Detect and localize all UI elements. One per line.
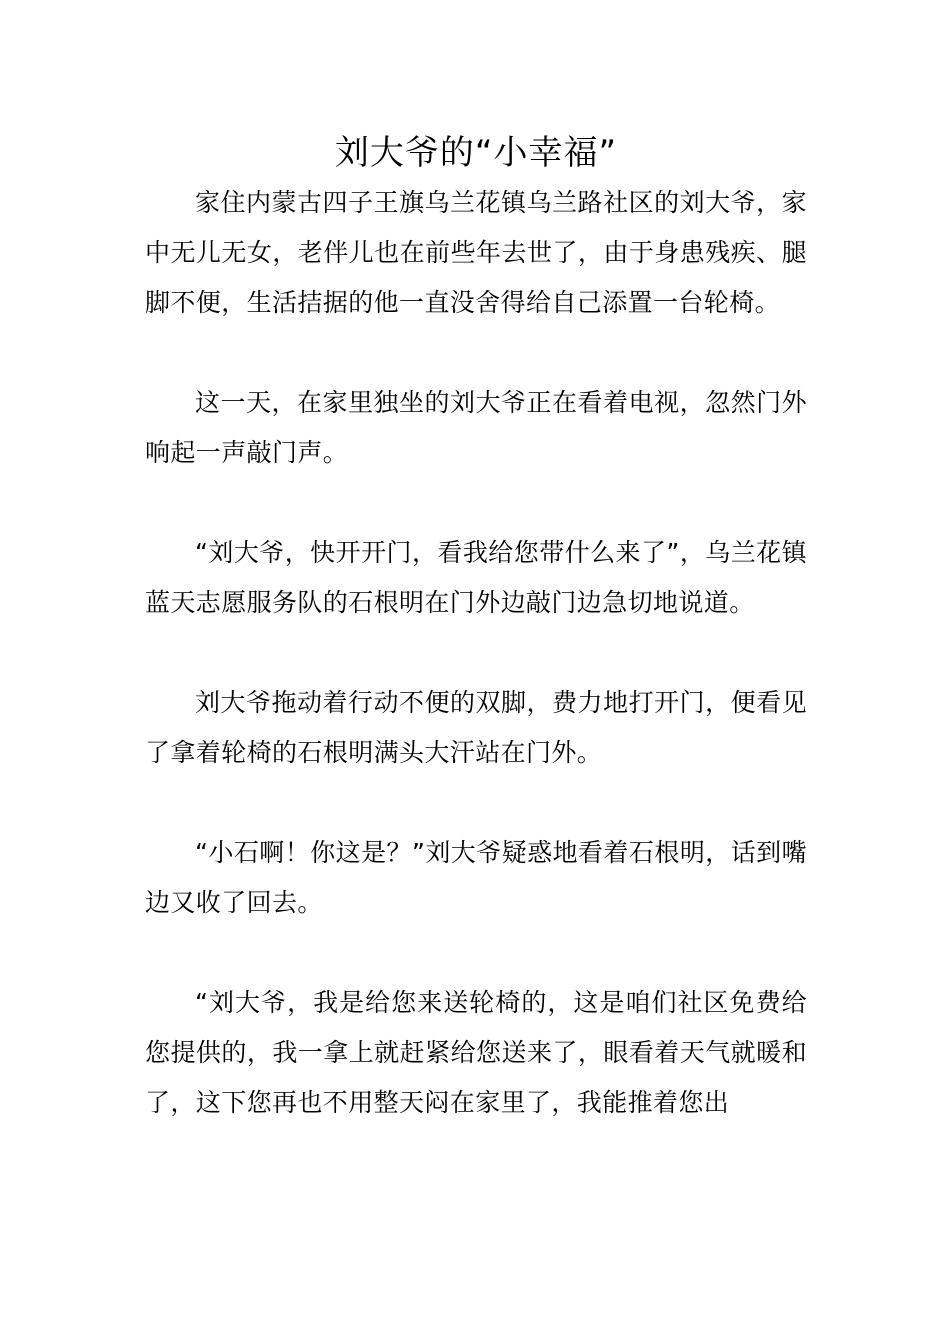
paragraph-gap: [145, 628, 807, 678]
document-page: [145, 128, 807, 1128]
paragraph-gap: [145, 778, 807, 828]
paragraph-4: 刘大爷拖动着行动不便的双脚，费力地打开门，便看见了拿着轮椅的石根明满头大汗站在门外。: [145, 688, 807, 767]
document-title: 刘大爷的“小幸福”: [334, 133, 618, 173]
paragraph-gap: [145, 928, 807, 978]
paragraph-3: “刘大爷，快开开门，看我给您带什么来了”，乌兰花镇蓝天志愿服务队的石根明在门外边敲门边急切地说道。: [145, 538, 807, 617]
paragraph-2: 这一天，在家里独坐的刘大爷正在看着电视，忽然门外响起一声敲门声。: [145, 388, 807, 467]
paragraph-gap: [145, 478, 807, 528]
paragraph-6: “刘大爷，我是给您来送轮椅的，这是咱们社区免费给您提供的，我一拿上就赶紧给您送来了，眼看着天气就暖和了，这下您再也不用整天闷在家里了，我能推着您出: [145, 988, 807, 1117]
paragraph-5: “小石啊！你这是？”刘大爷疑惑地看着石根明，话到嘴边又收了回去。: [145, 838, 807, 917]
paragraph-gap: [145, 328, 807, 378]
paragraph-1: 家住内蒙古四子王旗乌兰花镇乌兰路社区的刘大爷，家中无儿无女，老伴儿也在前些年去世了，由于身患残疾、腿脚不便，生活拮据的他一直没舍得给自己添置一台轮椅。: [145, 188, 807, 317]
